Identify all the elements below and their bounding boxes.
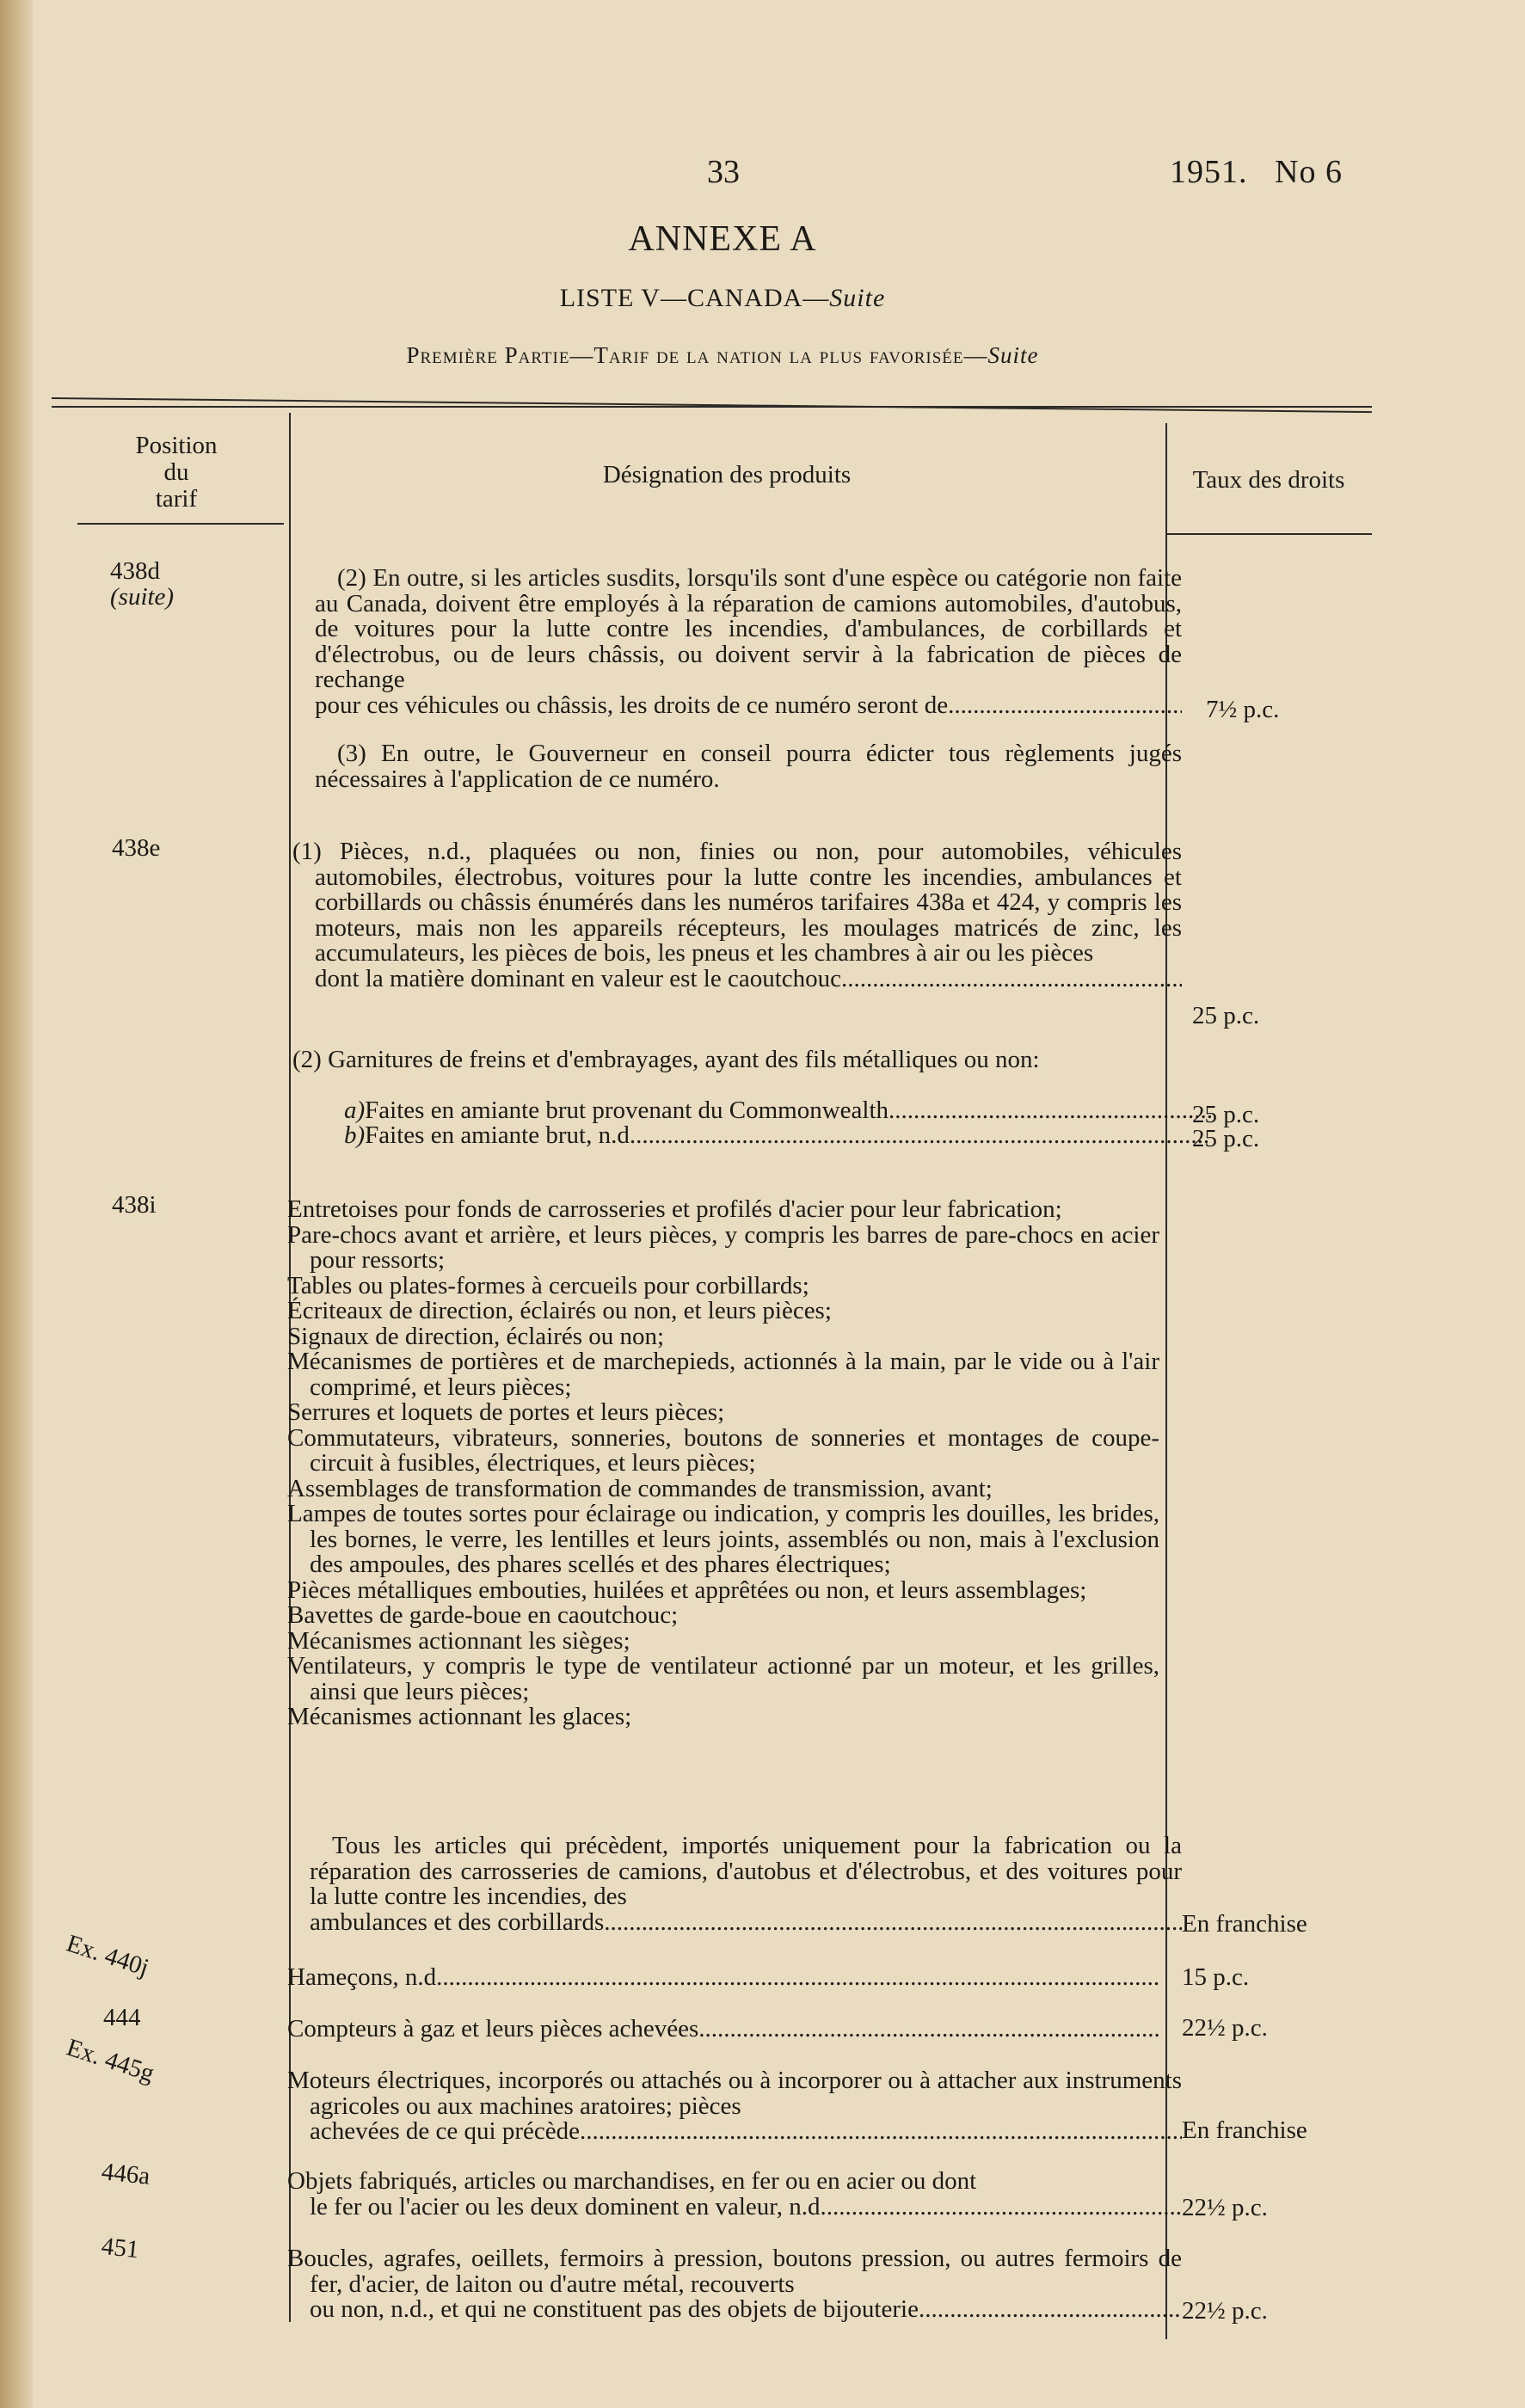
entry-438e-2b-text: Faites en amiante brut, n.d	[365, 1121, 630, 1149]
entry-438d-2-last-line	[315, 693, 1182, 719]
rate-440j: 15 p.c.	[1182, 1963, 1250, 1991]
position-440j: Ex. 440j	[63, 1929, 152, 1982]
col-head-position-l1: Position	[135, 432, 218, 459]
entry-438e-2a	[292, 1098, 1211, 1124]
entry-446a-text: Objets fabriqués, articles ou marchandises, en fer ou en acier ou dont	[287, 2167, 977, 2195]
dot-leader	[841, 967, 1182, 992]
entry-445g-last-line	[310, 2119, 1182, 2145]
entry-445g	[287, 2068, 1182, 2145]
list-item: Pare-chocs avant et arrière, et leurs pièces, y compris les barres de pare-chocs en acier pour ressorts;	[287, 1220, 1159, 1274]
rate-438e-2a: 25 p.c.	[1192, 1101, 1260, 1128]
entry-438e-2b-letter: b)	[344, 1121, 366, 1149]
rate-451: 22½ p.c.	[1182, 2297, 1268, 2325]
part-title	[0, 342, 1445, 369]
entry-438e-2a-line	[344, 1098, 1211, 1124]
rate-446a: 22½ p.c.	[1182, 2194, 1268, 2221]
list-item: Lampes de toutes sortes pour éclairage ou indication, y compris les douilles, les brides, les bornes, le verre, les lentilles et leurs joints, assemblés ou non, mais à l'exclusion des ampoules, des phares scellés et des phares électriques;	[287, 1500, 1159, 1578]
header-double-rule-bottom	[52, 406, 1372, 408]
entry-438e-2a-letter: a)	[344, 1096, 366, 1124]
entry-438e-2a-text: Faites en amiante brut provenant du Commonwealth	[365, 1096, 889, 1124]
entry-438e-2b	[292, 1123, 1211, 1149]
list-item: Mécanismes actionnant les sièges;	[287, 1626, 630, 1655]
entry-451-last: ou non, n.d., et qui ne constituent pas des objets de bijouterie	[310, 2295, 919, 2323]
entry-444-text: Compteurs à gaz et leurs pièces achevées	[287, 2015, 699, 2042]
list-title	[0, 284, 1445, 313]
entry-438d-2-text: (2) En outre, si les articles susdits, lorsqu'ils sont d'une espèce ou catégorie non faite au Canada, doivent être employés à la réparation de camions automobiles, d'autobus, de voitures pour la lutte contre les incendies, d'ambulances, de corbillards et d'électrobus, ou de leurs châssis, ou doivent servir à la fabrication de pièces de rechange	[315, 564, 1182, 693]
entry-438e-2: (2) Garnitures de freins et d'embrayages, ayant des fils métalliques ou non:	[292, 1046, 1040, 1073]
entry-438e-1-text: (1) Pièces, n.d., plaquées ou non, finies ou non, pour automobiles, véhicules automobiles, électrobus, voitures pour la lutte contre les incendies, ambulances et corbillards ou châssis énumérés dans les numéros tarifaires 438a et 424, y compris les moteurs, mais non les appareils récepteurs, les moulages matricés de zinc, les accumulateurs, les pièces de bois, les pneus et les chambres à air ou les pièces	[292, 838, 1182, 967]
part-title-suite: Suite	[987, 342, 1039, 368]
entry-438i-summary-text: Tous les articles qui précèdent, importés uniquement pour la fabrication ou la réparation des carrosseries de camions, d'autobus et d'électrobus, et des voitures pour la lutte contre les incendies, des	[310, 1832, 1182, 1910]
list-item: Entretoises pour fonds de carrosseries et profilés d'acier pour leur fabrication;	[287, 1195, 1062, 1223]
position-446a: 446a	[100, 2158, 151, 2190]
entry-446a	[287, 2169, 1182, 2220]
entry-438e-2b-line	[344, 1123, 1211, 1149]
dot-leader	[630, 1123, 1211, 1149]
list-item: Serrures et loquets de portes et leurs pièces;	[287, 1398, 725, 1426]
entry-438i-summary-last-line	[310, 1907, 1182, 1936]
list-item: Bavettes de garde-boue en caoutchouc;	[287, 1601, 679, 1629]
rate-438e-1: 25 p.c.	[1192, 1002, 1260, 1029]
list-title-text: LISTE V—CANADA—	[559, 284, 830, 312]
entry-438e-1	[292, 839, 1182, 992]
rate-445g: En franchise	[1182, 2116, 1307, 2144]
entry-446a-last: le fer ou l'acier ou les deux dominent en valeur, n.d	[310, 2192, 821, 2221]
entry-444	[287, 2017, 1159, 2042]
col-head-position-l3: tarif	[155, 485, 198, 513]
entry-440j-text: Hameçons, n.d	[287, 1963, 437, 1991]
list-item: Signaux de direction, éclairés ou non;	[287, 1322, 665, 1350]
entry-438d-2-last: pour ces véhicules ou châssis, les droits de ce numéro seront de	[315, 691, 949, 719]
list-title-suite: Suite	[829, 284, 886, 312]
dot-leader	[889, 1098, 1211, 1124]
entry-444-line	[287, 2017, 1159, 2042]
list-item: Tables ou plates-formes à cercueils pour corbillards;	[287, 1271, 809, 1299]
entry-446a-last-line	[310, 2192, 1182, 2221]
list-item: Mécanismes actionnant les glaces;	[287, 1703, 632, 1730]
col-head-position-l2: du	[163, 458, 189, 486]
position-438d: 438d	[110, 557, 160, 585]
rate-438i: En franchise	[1182, 1910, 1307, 1938]
entry-445g-text: Moteurs électriques, incorporés ou attachés ou à incorporer ou à attacher aux instruments agricoles ou aux machines aratoires; pièces	[287, 2067, 1182, 2120]
entry-451	[287, 2246, 1182, 2323]
position-445g: Ex. 445g	[63, 2033, 158, 2088]
entry-438d-3: (3) En outre, le Gouverneur en conseil pourra édicter tous règlements jugés nécessaires à l'application de ce numéro.	[315, 740, 1182, 793]
entry-438i-summary-last: ambulances et des corbillards	[310, 1907, 605, 1936]
entry-438i-list	[287, 1197, 1159, 1730]
entry-451-text: Boucles, agrafes, oeillets, fermoirs à pression, boutons pression, ou autres fermoirs de fer, d'acier, de laiton ou d'autre métal, recouverts	[287, 2245, 1182, 2298]
rate-444: 22½ p.c.	[1182, 2014, 1268, 2042]
dot-leader	[604, 1910, 1182, 1936]
col-head-underline-right	[1165, 533, 1372, 535]
entry-451-last-line	[310, 2297, 1182, 2323]
position-438e: 438e	[112, 834, 161, 862]
col-head-rate: Taux des droits	[1192, 466, 1345, 494]
position-451: 451	[100, 2232, 141, 2264]
entry-438e-1-last: dont la matière dominant en valeur est le caoutchouc	[315, 964, 841, 992]
entry-445g-last: achevées de ce qui précède	[310, 2117, 580, 2145]
entry-438d-2	[292, 566, 1182, 718]
dot-leader	[698, 2017, 1159, 2042]
dot-leader	[948, 693, 1182, 719]
position-438i: 438i	[112, 1191, 157, 1219]
dot-leader	[580, 2119, 1182, 2145]
position-438d-suite	[110, 583, 174, 611]
rate-438d-2: 7½ p.c.	[1206, 696, 1280, 723]
list-item: Assemblages de transformation de commandes de transmission, avant;	[287, 1474, 993, 1502]
entry-438e-1-last-line	[315, 964, 1182, 992]
dot-leader	[821, 2195, 1182, 2221]
list-item: Pièces métalliques embouties, huilées et apprêtées ou non, et leurs assemblages;	[287, 1576, 1087, 1604]
entry-440j-line	[287, 1965, 1159, 1991]
col-head-underline-left	[77, 523, 284, 525]
rate-438e-2b: 25 p.c.	[1192, 1125, 1260, 1152]
list-item: Écriteaux de direction, éclairés ou non, et leurs pièces;	[287, 1297, 832, 1324]
list-item: Ventilateurs, y compris le type de ventilateur actionné par un moteur, et les grilles, ainsi que leurs pièces;	[287, 1652, 1159, 1705]
list-item: Commutateurs, vibrateurs, sonneries, boutons de sonneries et montages de coupe-circuit à fusibles, électriques, et leurs pièces;	[287, 1423, 1159, 1477]
issue-number: 1951. No 6	[1170, 154, 1343, 190]
part-title-text: Première Partie—Tarif de la nation la plus favorisée—	[406, 342, 988, 368]
entry-440j	[287, 1965, 1159, 1991]
col-head-designation: Désignation des produits	[602, 461, 852, 488]
position-444: 444	[103, 2004, 141, 2031]
dot-leader	[436, 1965, 1159, 1991]
col-head-position	[90, 433, 262, 513]
list-item: Mécanismes de portières et de marchepieds, actionnés à la main, par le vide ou à l'air comprimé, et leurs pièces;	[287, 1348, 1159, 1401]
position-438d-suite-text: (suite)	[110, 583, 175, 611]
entry-438i-summary	[287, 1834, 1182, 1935]
dot-leader	[919, 2297, 1182, 2323]
page-number: 33	[707, 154, 740, 190]
annex-title: ANNEXE A	[628, 219, 817, 259]
